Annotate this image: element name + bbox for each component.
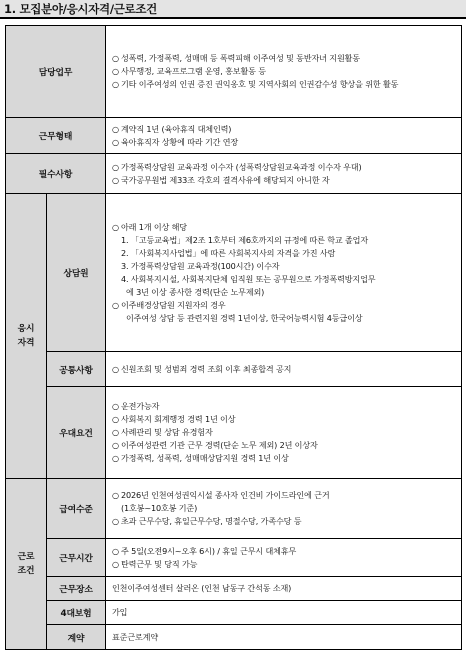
row-insurance: [6, 601, 462, 625]
list-item: ○ 기타 이주여성의 인권 증진 권익옹호 및 지역사회의 인권감수성 향상을 위한 활동: [112, 79, 399, 89]
contract-label: 계약: [47, 625, 106, 650]
list-item: ○ 국가공무원법 제33조 각호의 결격사유에 해당되지 아니한 자: [112, 174, 330, 185]
counselor-label: 상담원: [47, 194, 106, 352]
preferred-label: 우대요건: [47, 387, 106, 479]
insurance-value: 가입: [106, 601, 462, 625]
list-item: ○ 탄력근무 및 당직 가능: [112, 558, 198, 569]
row-common: [6, 352, 462, 387]
preferred-content: [106, 387, 462, 479]
place-label: 근무장소: [47, 577, 106, 601]
row-preferred: [6, 387, 462, 479]
row-required: [6, 154, 462, 194]
contract-value: 표준근로계약: [106, 625, 462, 650]
list-item: ○ 성폭력, 가정폭력, 성매매 등 폭력피해 이주여성 및 동반자녀 지원활동: [112, 53, 360, 63]
list-item: ○ 사회복지 회계행정 경력 1년 이상: [112, 414, 236, 424]
list-item-continuation: 에 3년 이상 종사한 경력(단순 노무제외): [126, 286, 265, 297]
employment-label: 근무형태: [6, 118, 106, 154]
employment-content: [106, 118, 462, 154]
list-item: ○ 가정폭력상담원 교육과정 이수자 (성폭력상담원교육과정 이수자 우대): [112, 161, 362, 172]
qualification-group-label: 응시 자격: [6, 194, 47, 479]
insurance-label: 4대보험: [47, 601, 106, 625]
list-item: ○ 이주여성관련 기관 근무 경력(단순 노무 제외) 2년 이상자: [112, 440, 318, 450]
counselor-content: [106, 194, 462, 352]
recruitment-table: [5, 25, 462, 650]
list-item: ○ 계약직 1년 (육아휴직 대체인력): [112, 123, 232, 134]
row-employment: [6, 118, 462, 154]
list-item: ○ 가정폭력, 성폭력, 성매매상담지원 경력 1년 이상: [112, 453, 289, 463]
list-item: 1. 「고등교육법」제2조 1호부터 제6호까지의 규정에 따른 학교 졸업자: [121, 234, 368, 245]
duty-label: 담당업무: [6, 26, 106, 118]
common-content: [106, 352, 462, 387]
list-item: ○ 신원조회 및 성범죄 경력 조회 이후 최종합격 공지: [112, 363, 292, 374]
list-item: 4. 사회복지시설, 사회복지단체 임직원 또는 공무원으로 가정폭력방지업무: [121, 273, 376, 284]
row-place: [6, 577, 462, 601]
list-item: ○ 사무행정, 교육프로그램 운영, 홍보활동 등: [112, 66, 266, 76]
list-item: ○ 사례관리 및 상담 유경험자: [112, 427, 213, 437]
list-item: 3. 가정폭력상담원 교육과정(100시간) 이수자: [121, 260, 280, 271]
salary-label: 급여수준: [47, 479, 106, 539]
list-item: ○ 아래 1개 이상 해당: [112, 221, 187, 232]
salary-content: [106, 479, 462, 539]
conditions-group-label: 근로 조건: [6, 479, 47, 650]
row-counselor: [6, 194, 462, 352]
section-title: 1. 모집분야/응시자격/근로조건: [0, 0, 466, 19]
list-item-continuation: (1호봉~10호봉 기준): [121, 503, 198, 513]
list-item: ○ 2026년 인천여성권익시설 종사자 인건비 가이드라인에 근거: [112, 490, 330, 500]
list-item: ○ 이주배경상담원 지원자의 경우: [112, 299, 226, 310]
hours-content: [106, 539, 462, 577]
list-item: ○ 육아휴직자 상황에 따라 기간 연장: [112, 136, 239, 147]
list-item: ○ 운전가능자: [112, 401, 160, 411]
common-label: 공통사항: [47, 352, 106, 387]
list-item: ○ 주 5일(오전9시~오후 6시) / 휴일 근무시 대체휴무: [112, 545, 297, 556]
row-contract: [6, 625, 462, 650]
list-item: ○ 초과 근무수당, 휴일근무수당, 명절수당, 가족수당 등: [112, 516, 302, 526]
row-salary: [6, 479, 462, 539]
list-item: 2. 「사회복지사업법」에 따른 사회복지사의 자격을 가진 사람: [121, 247, 336, 258]
required-content: [106, 154, 462, 194]
list-item-continuation: 이주여성 상담 등 관련지원 경력 1년이상, 한국어능력시험 4등급이상: [126, 312, 363, 323]
row-duty: [6, 26, 462, 118]
duty-content: [106, 26, 462, 118]
row-hours: [6, 539, 462, 577]
place-value: 인천이주여성센터 살러온 (인천 남동구 간석동 소재): [106, 577, 462, 601]
required-label: 필수사항: [6, 154, 106, 194]
hours-label: 근무시간: [47, 539, 106, 577]
